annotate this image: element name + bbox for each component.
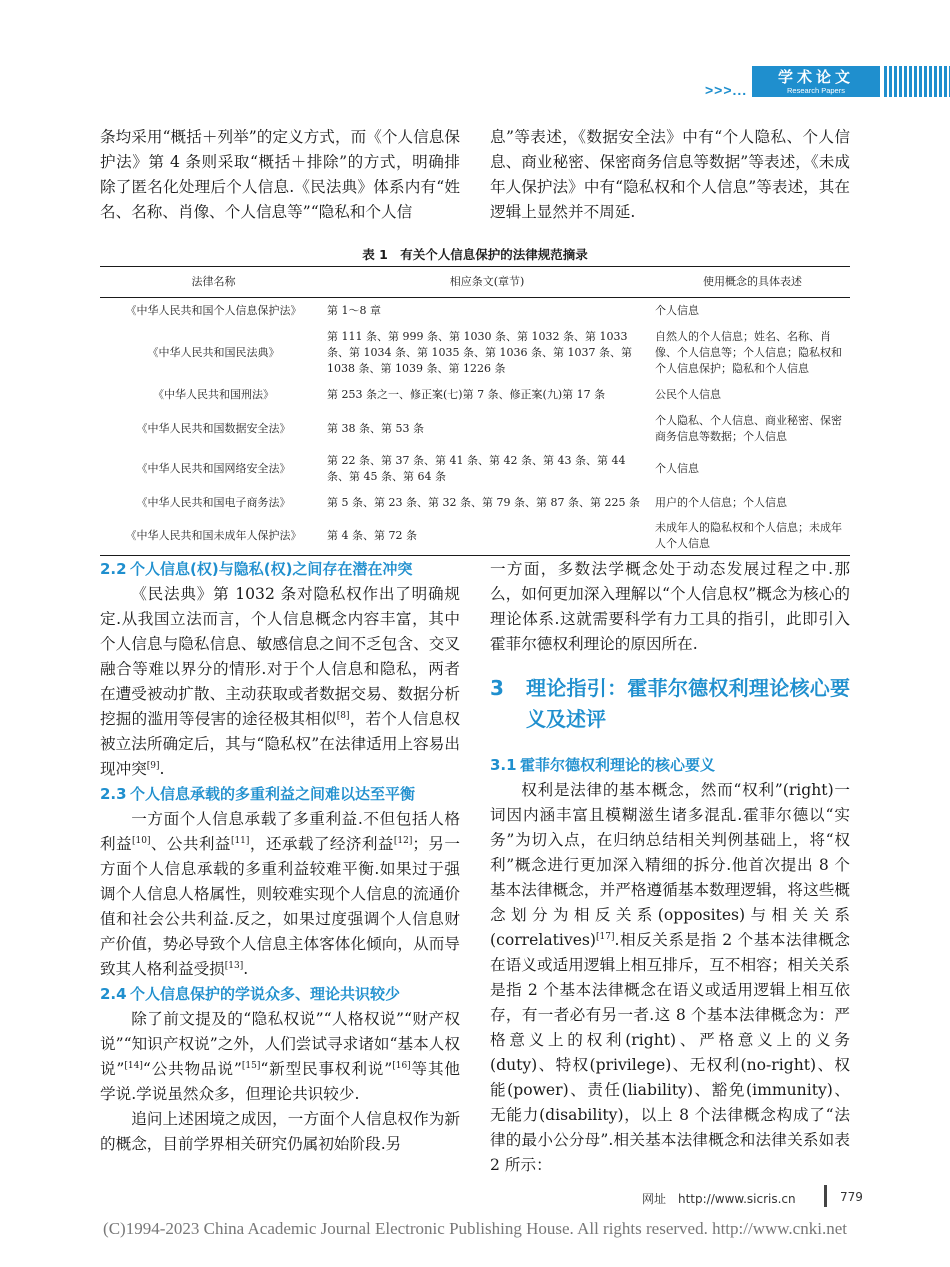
right-column [490, 557, 850, 1178]
citation: [10] [132, 835, 151, 846]
table-row [100, 298, 850, 325]
cell-articles: 第 5 条、第 23 条、第 32 条、第 79 条、第 87 条、第 225 条 [327, 496, 640, 509]
table-row [100, 489, 850, 518]
citation: [13] [224, 960, 244, 971]
top-right-paragraph [490, 125, 850, 225]
continued-paragraph: 一方面，多数法学概念处于动态发展过程之中.那么，如何更加深入理解以“个人信息权”概念为核心的理论体系.这就需要科学有力工具的指引，此即引入霍菲尔德权利理论的原因所在. [490, 560, 850, 653]
footer-url: 网址 http://www.sicris.cn [642, 1192, 796, 1206]
top-left-paragraph [100, 125, 460, 225]
citation: [12] [393, 835, 413, 846]
section-2-3-paragraph: 一方面个人信息承载了多重利益.不但包括人格利益[10]、公共利益[11]，还承载了经济利益[12]；另一方面个人信息承载的多重利益较难平衡.如果过于强调个人信息人格属性，则较难实现个人信息的流通价值和社会公共利益.反之，如果过度强调个人信息财产价值，势必导致个人信息主体客体化倾向，从而导致其人格利益受损[13]. [100, 810, 460, 978]
cell-concepts: 个人隐私、个人信息、商业秘密、保密商务信息等数据；个人信息 [655, 413, 842, 443]
header-law-name: 法律名称 [100, 267, 327, 298]
header-arrows: >>>... [705, 82, 748, 98]
section-2-3-heading [100, 782, 460, 807]
footer-divider [824, 1185, 827, 1207]
cell-articles: 第 38 条、第 53 条 [327, 421, 424, 435]
citation: [15] [241, 1060, 261, 1071]
cell-concepts: 自然人的个人信息；姓名、名称、肖像、个人信息等；个人信息；隐私权和个人信息保护；隐私和个人信息 [655, 329, 842, 375]
citation: [17] [596, 931, 615, 942]
section-title: 个人信息(权)与隐私(权)之间存在潜在冲突 [130, 560, 413, 578]
cell-concepts: 用户的个人信息；个人信息 [655, 496, 787, 509]
table-header-row [100, 267, 850, 298]
header-stripes-decoration [884, 66, 950, 97]
section-number: 2.4 [100, 985, 127, 1003]
section-2-4-paragraph: 除了前文提及的“隐私权说”“人格权说”“财产权说”“知识产权说”之外，人们尝试寻求诸如“基本人权说”[14]“公共物品说”[15]“新型民事权利说”[16]等其他学说.学说虽然众多，但理论共识较少. [100, 1010, 460, 1103]
cell-articles: 第 22 条、第 37 条、第 41 条、第 42 条、第 43 条、第 44 条、第 45 条、第 64 条 [327, 453, 626, 483]
header-concepts: 使用概念的具体表述 [655, 267, 850, 298]
cell-concepts: 个人信息 [655, 461, 699, 475]
cell-law: 《中华人民共和国个人信息保护法》 [125, 304, 302, 318]
citation: [11] [230, 835, 250, 846]
table-row [100, 518, 850, 556]
section-number: 2.2 [100, 560, 127, 578]
section-number: 2.3 [100, 785, 127, 803]
section-number: 3 [490, 676, 504, 700]
cell-articles: 第 111 条、第 999 条、第 1030 条、第 1032 条、第 1033 条、第 1034 条、第 1035 条、第 1036 条、第 1037 条、第 1038 条、第 1039 条、第 1226 条 [327, 329, 632, 375]
badge-title-en: Research Papers [787, 86, 845, 95]
cell-law: 《中华人民共和国未成年人保护法》 [100, 518, 327, 556]
section-badge [752, 66, 880, 97]
cell-law: 《中华人民共和国电子商务法》 [136, 496, 291, 509]
section-2-2-heading [100, 557, 460, 582]
table-caption: 表 1 有关个人信息保护的法律规范摘录 [362, 247, 588, 262]
citation: [9] [146, 760, 160, 771]
top-left-text: 条均采用“概括＋列举”的定义方式，而《个人信息保护法》第 4 条则采取“概括＋排除”的方式，明确排除了匿名化处理后个人信息.《民法典》体系内有“姓名、名称、肖像、个人信息等”“隐私和个人信 [100, 128, 460, 221]
section-title: 个人信息承载的多重利益之间难以达至平衡 [130, 785, 416, 803]
cell-concepts: 未成年人的隐私权和个人信息；未成年人个人信息 [655, 518, 850, 556]
section-title: 个人信息保护的学说众多、理论共识较少 [130, 985, 401, 1003]
page-number: 779 [840, 1190, 863, 1204]
section-3-1-heading [490, 753, 850, 778]
citation: [14] [124, 1060, 143, 1071]
header-articles: 相应条文(章节) [327, 267, 655, 298]
citation: [8] [336, 710, 350, 721]
left-column [100, 557, 460, 1157]
section-2-4-heading [100, 982, 460, 1007]
table-row [100, 409, 850, 449]
section-title: 霍菲尔德权利理论的核心要义 [520, 756, 716, 774]
citation: [16] [392, 1060, 411, 1071]
section-3-1-paragraph: 权利是法律的基本概念，然而“权利”(right)一词因内涵丰富且模糊滋生诸多混乱.霍菲尔德以“实务”为切入点，在归纳总结相关判例基础上，将“权利”概念进行更加深入精细的拆分.他首次提出 8 个基本法律概念，并严格遵循基本数理逻辑，将这些概念划分为相反关系(opposites)与相关关系(correlatives)[17].相反关系是指 2 个基本法律概念在语义或适用逻辑上相互排斥，互不相容；相关关系是指 2 个基本法律概念在语义或适用逻辑上相互依存，有一者必有另一者.这 8 个基本法律概念为：严格意义上的权利(right)、严格意义上的义务(duty)、特权(privilege)、无权利(no-right)、权能(power)、责任(liability)、豁免(immunity)、无能力(disability)，以上 8 个法律概念构成了“法律的最小公分母”.相关基本法律概念和法律关系如表 2 所示： [490, 781, 850, 1174]
section-3-heading [490, 673, 850, 735]
cell-articles: 第 1～8 章 [327, 304, 381, 318]
section-2-4-paragraph-2: 追问上述困境之成因，一方面个人信息权作为新的概念，目前学界相关研究仍属初始阶段.另 [100, 1110, 460, 1153]
table-row [100, 325, 850, 381]
cell-articles: 第 4 条、第 72 条 [327, 518, 655, 556]
section-number: 3.1 [490, 756, 517, 774]
badge-title-cn: 学术论文 [777, 68, 854, 86]
table-row [100, 449, 850, 489]
cell-concepts: 个人信息 [655, 304, 699, 318]
law-table [100, 266, 850, 556]
copyright-notice: (C)1994-2023 China Academic Journal Electronic Publishing House. All rights reserved. http://www.cnki.net [103, 1219, 847, 1238]
section-title: 理论指引：霍菲尔德权利理论核心要义及述评 [526, 676, 850, 731]
cell-law: 《中华人民共和国网络安全法》 [136, 461, 291, 475]
cell-law: 《中华人民共和国刑法》 [153, 387, 274, 401]
cell-concepts: 公民个人信息 [655, 387, 721, 401]
cell-law: 《中华人民共和国民法典》 [147, 345, 280, 359]
cell-law: 《中华人民共和国数据安全法》 [136, 421, 291, 435]
cell-articles: 第 253 条之一、修正案(七)第 7 条、修正案(九)第 17 条 [327, 387, 606, 401]
top-right-text: 息”等表述，《数据安全法》中有“个人隐私、个人信息、商业秘密、保密商务信息等数据”等表述，《未成年人保护法》中有“隐私权和个人信息”等表述，其在逻辑上显然并不周延. [490, 128, 850, 221]
section-2-2-paragraph: 《民法典》第 1032 条对隐私权作出了明确规定.从我国立法而言，个人信息概念内容丰富，其中个人信息与隐私信息、敏感信息之间不乏包含、交叉融合等难以界分的情形.对于个人信息和隐私，两者在遭受被动扩散、主动获取或者数据交易、数据分析挖掘的滥用等侵害的途径极其相似[8]，若个人信息权被立法所确定后，其与“隐私权”在法律适用上容易出现冲突[9]. [100, 585, 460, 778]
table-row [100, 381, 850, 409]
